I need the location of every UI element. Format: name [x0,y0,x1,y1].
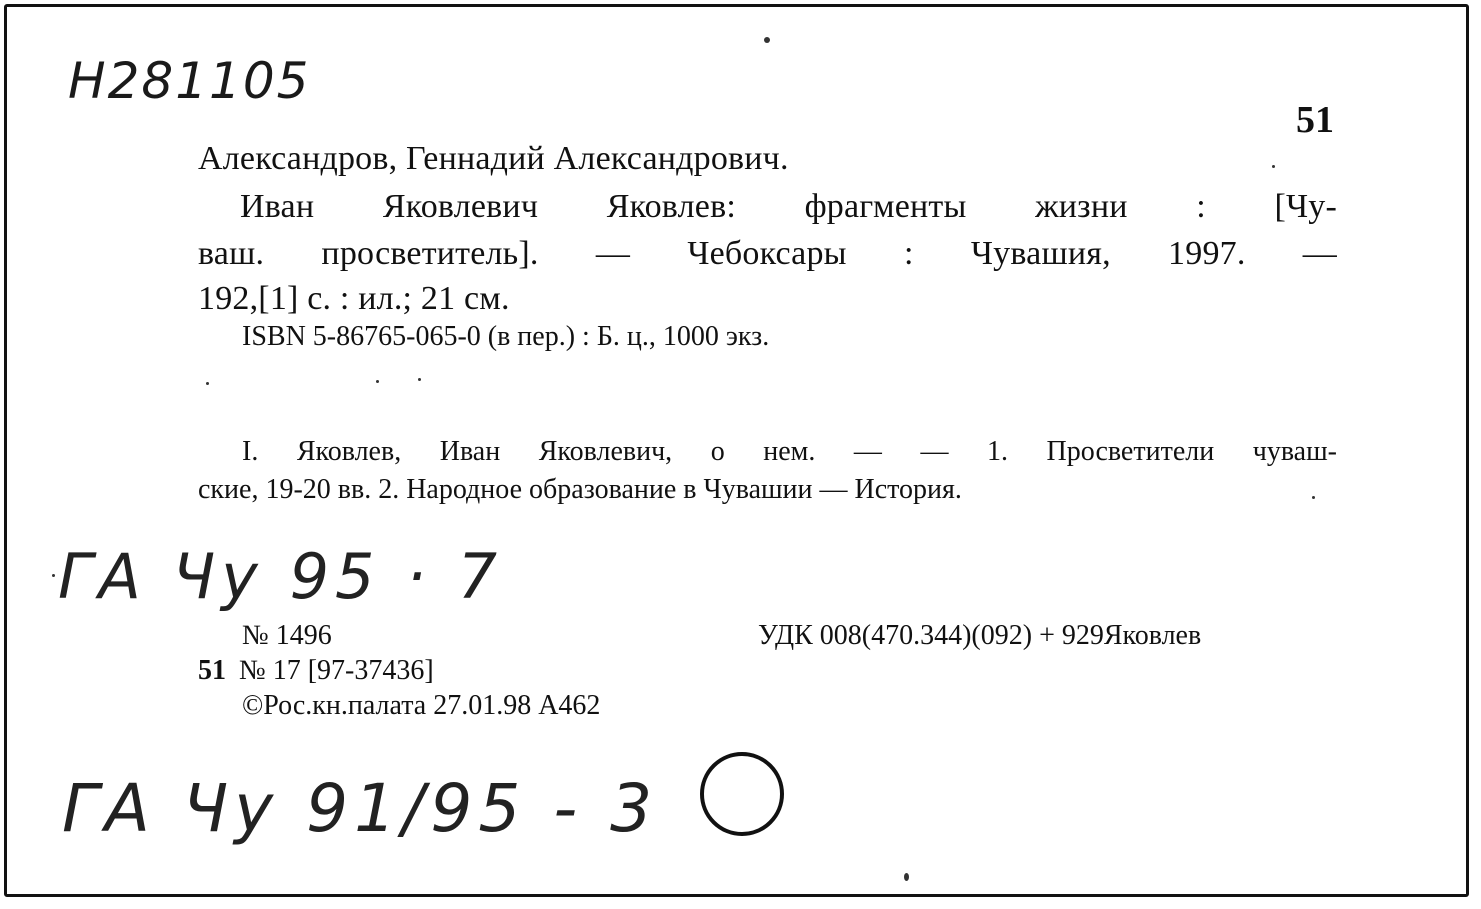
record-line-51-rest: № 17 [97-37436] [239,655,434,686]
record-number: № 1496 [242,620,332,651]
inventory-handwritten: Н281105 [68,52,311,110]
speck [418,378,421,381]
title-line-3: 192,[1] с. : ил.; 21 см. [198,280,510,317]
card-number: 51 [1296,99,1334,141]
speck [904,873,909,881]
copyright-line: ©Рос.кн.палата 27.01.98 А462 [242,690,601,721]
record-line-51 [198,655,434,687]
speck [52,574,55,577]
speck [376,380,379,383]
speck [1312,496,1315,499]
subject-line-1: I. Яковлев, Иван Яковлевич, о нем. — — 1. Просветители чуваш- [242,436,1337,467]
udk-line: УДК 008(470.344)(092) + 929Яковлев [758,620,1202,651]
punch-hole-circle [696,748,788,840]
speck [1272,165,1275,168]
author-heading: Александров, Геннадий Александрович. [198,140,789,177]
title-line-2: ваш. просветитель]. — Чебоксары : Чувашия, 1997. — [198,235,1337,272]
subject-line-2: ские, 19-20 вв. 2. Народное образование в Чувашии — История. [198,474,962,505]
title-line-1: Иван Яковлевич Яковлев: фрагменты жизни : [Чу- [240,188,1337,225]
handwritten-code-1: ГА Чу 95 · 7 [58,540,504,613]
speck [206,382,209,385]
isbn-line: ISBN 5-86765-065-0 (в пер.) : Б. ц., 1000 экз. [242,321,770,352]
speck [764,37,770,43]
handwritten-code-2: ГА Чу 91/95 - 3 [62,770,659,847]
record-line-51-prefix: 51 [198,655,226,686]
